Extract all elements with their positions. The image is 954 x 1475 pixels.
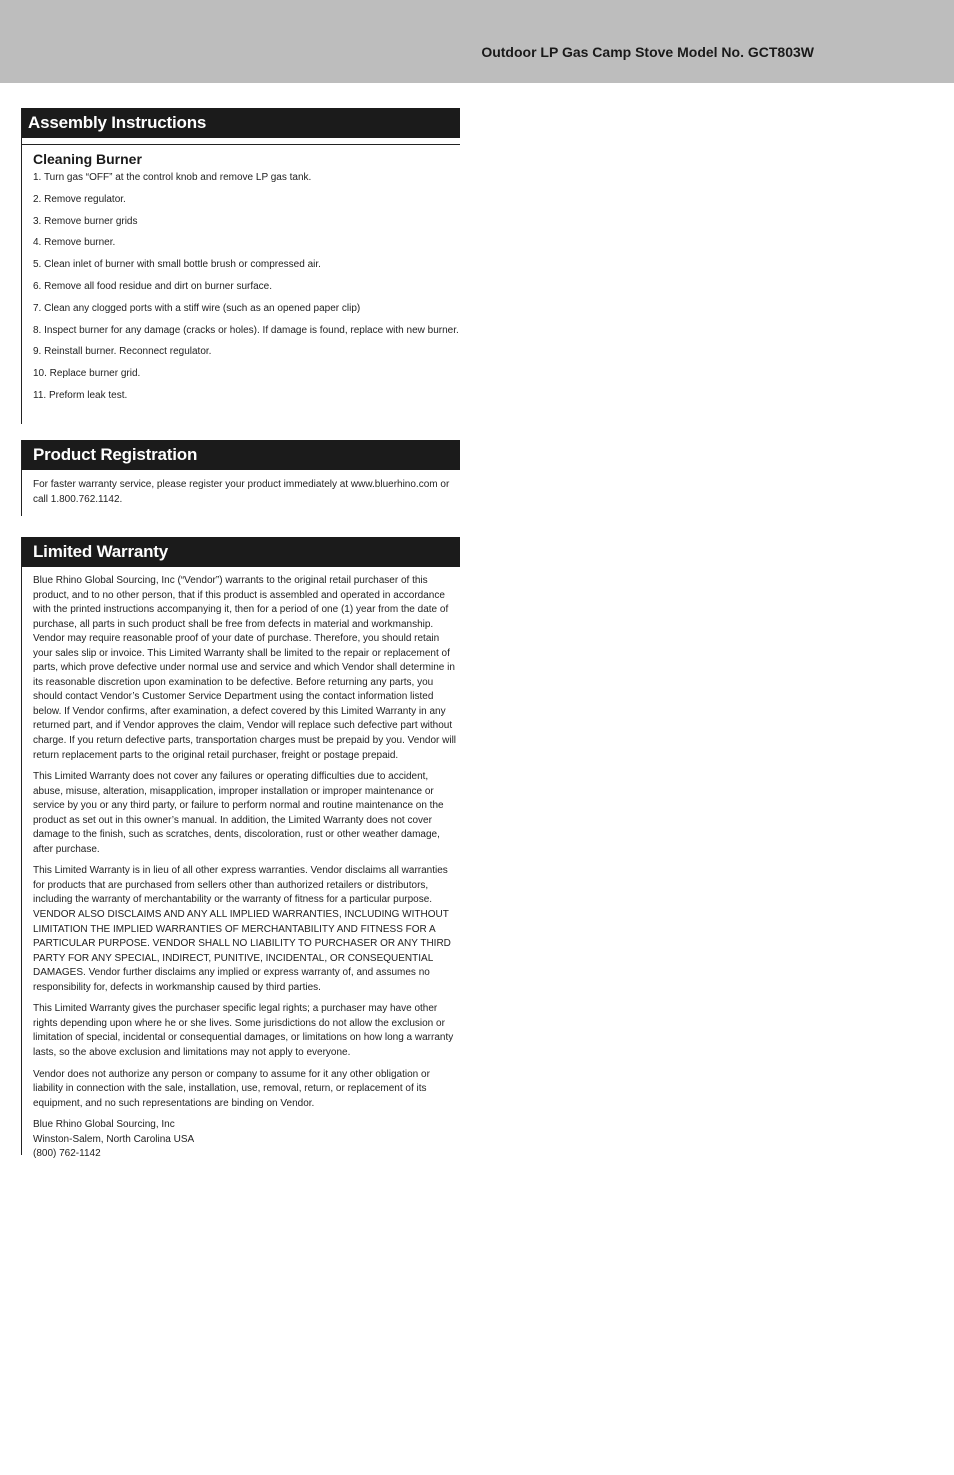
- list-item: 5. Clean inlet of burner with small bottle brush or compressed air.: [33, 259, 321, 271]
- document-title: Outdoor LP Gas Camp Stove Model No. GCT803W: [481, 44, 814, 60]
- list-item: 9. Reinstall burner. Reconnect regulator.: [33, 346, 212, 358]
- warranty-body: [33, 574, 460, 1162]
- heading-divider: [22, 144, 460, 145]
- cleaning-burner-subheading: Cleaning Burner: [33, 151, 142, 167]
- warranty-paragraph: Vendor does not authorize any person or company to assume for it any other obligation or liability in connection with the sale, installation, use, removal, return, or replacement of its equipment, and no such representations are binding on Vendor.: [33, 1068, 430, 1109]
- list-item: 4. Remove burner.: [33, 237, 116, 249]
- warranty-paragraph: This Limited Warranty does not cover any failures or operating difficulties due to accident, abuse, misuse, alteration, misapplication, improper installation or improper maintenance or service by you or any third party, or failure to perform normal and routine maintenance on the product as set out in this owner’s manual. In addition, the Limited Warranty does not cover damage to the finish, such as scratches, dents, discoloration, rust or other weather damage, after purchase.: [33, 771, 444, 855]
- list-item: 11. Preform leak test.: [33, 389, 128, 401]
- list-item: 1. Turn gas “OFF” at the control knob and remove LP gas tank.: [33, 172, 312, 183]
- cleaning-steps-list: [22, 171, 460, 403]
- address-phone: (800) 762-1142: [33, 1148, 101, 1160]
- list-item: 3. Remove burner grids: [33, 215, 138, 227]
- address-company: Blue Rhino Global Sourcing, Inc: [33, 1119, 175, 1131]
- header-bar: [0, 0, 954, 83]
- warranty-paragraph: Blue Rhino Global Sourcing, Inc (“Vendor”) warrants to the original retail purchaser of this product, and to no other person, that if this product is assembled and operated in accordance with the printed instructions accompanying it, then for a period of one (1) year from the date of purchase, all parts in such product shall be free from defects in material and workmanship. Vendor may require reasonable proof of your date of purchase. Therefore, you should retain your sales slip or invoice. This Limited Warranty shall be limited to the repair or replacement of parts, which prove defective under normal use and service and which Vendor shall determine in its reasonable discretion upon examination to be defective. Before returning any parts, you should contact Vendor’s Customer Service Department using the contact information listed below. If Vendor confirms, after examination, a defect covered by this Limited Warranty in any returned part, and if Vendor approves the claim, Vendor will replace such defective part without charge. If you return defective parts, transportation charges must be prepaid by you. Vendor will return replacement parts to the original retail purchaser, freight or postage prepaid.: [33, 575, 457, 761]
- warranty-paragraph: This Limited Warranty gives the purchaser specific legal rights; a purchaser may have other rights depending upon where he or she lives. Some jurisdictions do not allow the exclusion or limitation of special, incidental or consequential damages, or limitations on how long a warranty lasts, so the above exclusion and limitations may not apply to everyone.: [33, 1003, 454, 1058]
- list-item: 6. Remove all food residue and dirt on burner surface.: [33, 280, 273, 292]
- list-item: 7. Clean any clogged ports with a stiff wire (such as an opened paper clip): [33, 302, 361, 314]
- registration-text: For faster warranty service, please register your product immediately at www.bluerhino.com or call 1.800.762.1142.: [33, 479, 450, 505]
- assembly-instructions-section: [21, 108, 460, 424]
- product-registration-section: [21, 440, 460, 516]
- vendor-address: [33, 1118, 460, 1162]
- assembly-instructions-heading: Assembly Instructions: [22, 108, 460, 138]
- list-item: 8. Inspect burner for any damage (cracks or holes). If damage is found, replace with new burner.: [33, 324, 459, 336]
- address-city: Winston-Salem, North Carolina USA: [33, 1133, 195, 1145]
- list-item: 2. Remove regulator.: [33, 193, 126, 205]
- list-item: 10. Replace burner grid.: [33, 368, 141, 380]
- product-registration-heading: Product Registration: [22, 440, 460, 470]
- limited-warranty-section: [21, 537, 460, 1160]
- warranty-paragraph: This Limited Warranty is in lieu of all other express warranties. Vendor disclaims all warranties for products that are purchased from sellers other than authorized retailers or distributors, including the warranty of merchantability or the warranty of fitness for a particular purpose. VENDOR ALSO DISCLAIMS AND ANY ALL IMPLIED WARRANTIES, INCLUDING WITHOUT LIMITATION THE IMPLIED WARRANTIES OF MERCHANTABILITY AND FITNESS FOR A PARTICULAR PURPOSE. VENDOR SHALL NO LIABILITY TO PURCHASER OR ANY THIRD PARTY FOR ANY SPECIAL, INDIRECT, PUNITIVE, INCIDENTAL, OR CONSEQUENTIAL DAMAGES. Vendor further disclaims any implied or express warranty of, and assumes no responsibility for, defects in workmanship caused by third parties.: [33, 865, 451, 993]
- limited-warranty-heading: Limited Warranty: [22, 537, 460, 567]
